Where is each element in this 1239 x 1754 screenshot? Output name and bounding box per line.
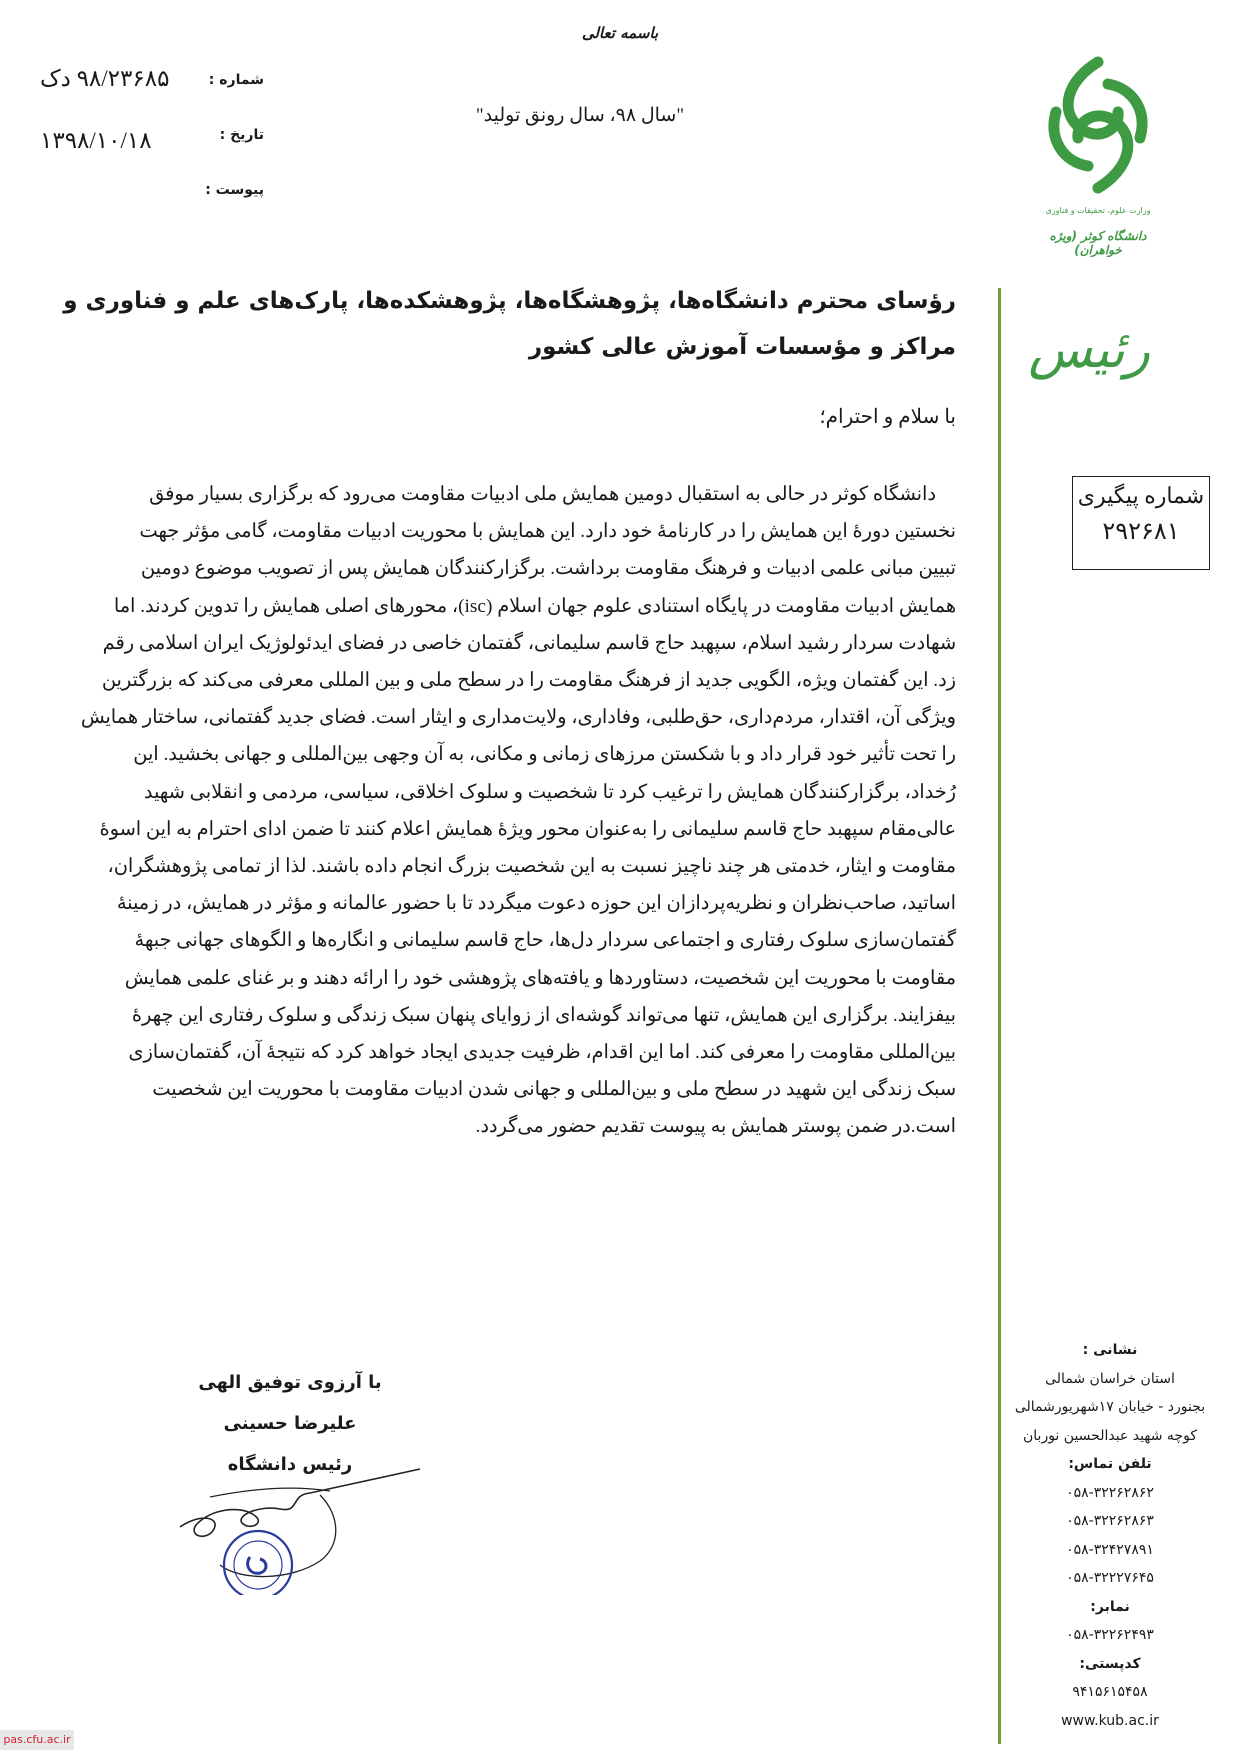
year-slogan: "سال ۹۸، سال رونق تولید" — [475, 105, 685, 126]
body-line: اساتید، صاحب‌نظران و نظریه‌پردازان این حوزه دعوت میگردد تا با حضور عالمانه و مؤثر در همایش، در زمینهٔ — [116, 893, 956, 915]
phone-number: ۰۵۸-۳۲۲۶۲۸۶۲ — [1066, 1484, 1154, 1501]
phone-number: ۰۵۸-۳۲۲۲۷۶۴۵ — [1066, 1570, 1154, 1586]
body-line: مقاومت و ایثار، خدمتی هر چند ناچیز نسبت به این شخصیت بزرگ انجام داده باشند. لذا از تمامی پژوهشگران، — [107, 856, 956, 878]
source-watermark: pas.cfu.ac.ir — [0, 1730, 74, 1750]
fax-label: نمابر: — [1090, 1598, 1130, 1615]
university-logo — [1028, 50, 1168, 257]
body-line: است.در ضمن پوستر همایش به پیوست تقدیم حضور می‌گردد. — [475, 1116, 956, 1138]
address-line: کوچه شهید عبدالحسین نوربان — [1023, 1427, 1197, 1444]
body-line: عالی‌مقام سپهبد حاج قاسم سلیمانی را به‌عنوان محور ویژهٔ همایش اعلام کنند تا ضمن ادای احترام به این اسوهٔ — [99, 818, 956, 840]
recipient-line: رؤسای محترم دانشگاه‌ها، پژوهشگاه‌ها، پژوهشکده‌ها، پارک‌های علم و فناوری و — [63, 288, 956, 314]
recipient-heading — [60, 278, 956, 370]
phone-number: ۰۵۸-۳۲۴۲۷۸۹۱ — [1066, 1541, 1154, 1558]
vertical-divider — [998, 288, 1001, 1744]
body-line: دانشگاه کوثر در حالی به استقبال دومین همایش ملی ادبیات مقاومت می‌رود که برگزاری بسیار موفق — [149, 484, 936, 505]
body-line: همایش ادبیات مقاومت در پایگاه استنادی علوم جهان اسلام (isc)، محورهای اصلی همایش را تدوین کردند. اما — [113, 595, 956, 617]
body-line: ویژگی آن، اقتدار، مردم‌داری، حق‌طلبی، وفاداری، ولایت‌مداری و ایثار است. فضای جدید گفتمانی، ساختار همایش — [80, 707, 956, 729]
letter-body — [60, 476, 956, 1146]
number-label: شماره : — [208, 72, 264, 88]
address-line: بجنورد - خیابان ۱۷شهریورشمالی — [1014, 1399, 1206, 1415]
date-label: تاریخ : — [219, 127, 264, 143]
body-line: تبیین مبانی علمی ادبیات و فرهنگ مقاومت برداشت. برگزارکنندگان همایش پس از تصویب موضوع دومین — [140, 558, 956, 580]
body-line: شهادت سردار رشید اسلام، سپهبد حاج قاسم سلیمانی، گفتمان خاصی در فضای ایدئولوژیک ایران اسلامی رقم — [102, 632, 956, 654]
ministry-caption: وزارت علوم، تحقیقات و فناوری — [1045, 206, 1151, 215]
website-link[interactable]: www.kub.ac.ir — [1061, 1712, 1159, 1729]
body-line: را تحت تأثیر خود قرار داد و با شکستن مرزهای زمانی و مکانی، به آن وجهی بین‌المللی و جهانی بخشید. این — [133, 744, 956, 766]
body-line: رُخداد، برگزارکنندگان همایش را ترغیب کرد تا شخصیت و سلوک اخلاقی، سیاسی، مردمی و انقلابی شهید — [143, 781, 956, 803]
tracking-box — [1072, 476, 1210, 570]
closing-text: با آرزوی توفیق الهی — [198, 1372, 382, 1393]
postal-label: کدپستی: — [1079, 1655, 1141, 1672]
fax-number: ۰۵۸-۳۲۲۶۲۴۹۳ — [1066, 1627, 1154, 1643]
greeting: با سلام و احترام؛ — [819, 406, 956, 428]
phone-label: تلفن تماس: — [1068, 1456, 1152, 1472]
body-line: مقاومت با محوریت این شخصیت، دستاوردها و یافته‌های پژوهشی خود را ارائه دهند و بر غنای علمی همایش — [124, 967, 956, 989]
tracking-label: شماره پیگیری — [1077, 483, 1205, 508]
basmala: باسمه تعالی — [581, 24, 659, 42]
contact-info — [1010, 1336, 1210, 1735]
body-line: بیفزایند. برگزاری این همایش، تنها می‌تواند گوشه‌ای از زوایای پنهان سبک زندگی و سلوک رفتاری این چهرهٔ — [131, 1004, 956, 1026]
address-label: نشانی : — [1082, 1342, 1138, 1358]
attachment-label: پیوست : — [205, 182, 264, 198]
signatory-title: رئیس دانشگاه — [227, 1454, 353, 1475]
date-value: ۱۳۹۸/۱۰/۱۸ — [40, 128, 152, 153]
body-line: گفتمان‌سازی سلوک رفتاری و اجتماعی سردار دل‌ها، حاج قاسم سلیمانی و انگاره‌ها و الگوهای جهانی جبههٔ — [134, 930, 956, 952]
phone-number: ۰۵۸-۳۲۲۶۲۸۶۳ — [1066, 1513, 1154, 1529]
recipient-line: مراکز و مؤسسات آموزش عالی کشور — [528, 334, 956, 360]
body-line: بین‌المللی مقاومت را معرفی کند. اما این اقدام، ظرفیت جدیدی ایجاد خواهد کرد که نتیجهٔ آن، گفتمان‌سازی — [128, 1042, 956, 1064]
tracking-number: ۲۹۲۶۸۱ — [1102, 519, 1180, 545]
handwritten-signature — [170, 1465, 440, 1595]
kowsar-emblem-icon — [1028, 50, 1168, 200]
number-value: ۹۸/۲۳۶۸۵ دک — [40, 66, 170, 91]
body-line: نخستین دورهٔ این همایش را در کارنامهٔ خود دارد. این همایش با محوریت ادبیات مقاومت، گامی مؤثر جهت — [139, 521, 956, 543]
address-line: استان خراسان شمالی — [1045, 1370, 1175, 1387]
university-caption: دانشگاه کوثر (ویژه خواهران) — [1049, 229, 1147, 257]
body-line: سبک زندگی این شهید در سطح ملی و بین‌المللی و جهانی شدن ادبیات مقاومت با محوریت این شخصیت — [152, 1079, 956, 1101]
postal-code: ۹۴۱۵۶۱۵۴۵۸ — [1072, 1684, 1148, 1700]
body-line: زد. این گفتمان ویژه، الگویی جدید از فرهنگ مقاومت را در سطح ملی و بین المللی معرفی می‌کند که بزرگترین — [101, 670, 956, 692]
president-title: رئیس — [1028, 320, 1150, 380]
signatory-name: علیرضا حسینی — [223, 1413, 357, 1434]
